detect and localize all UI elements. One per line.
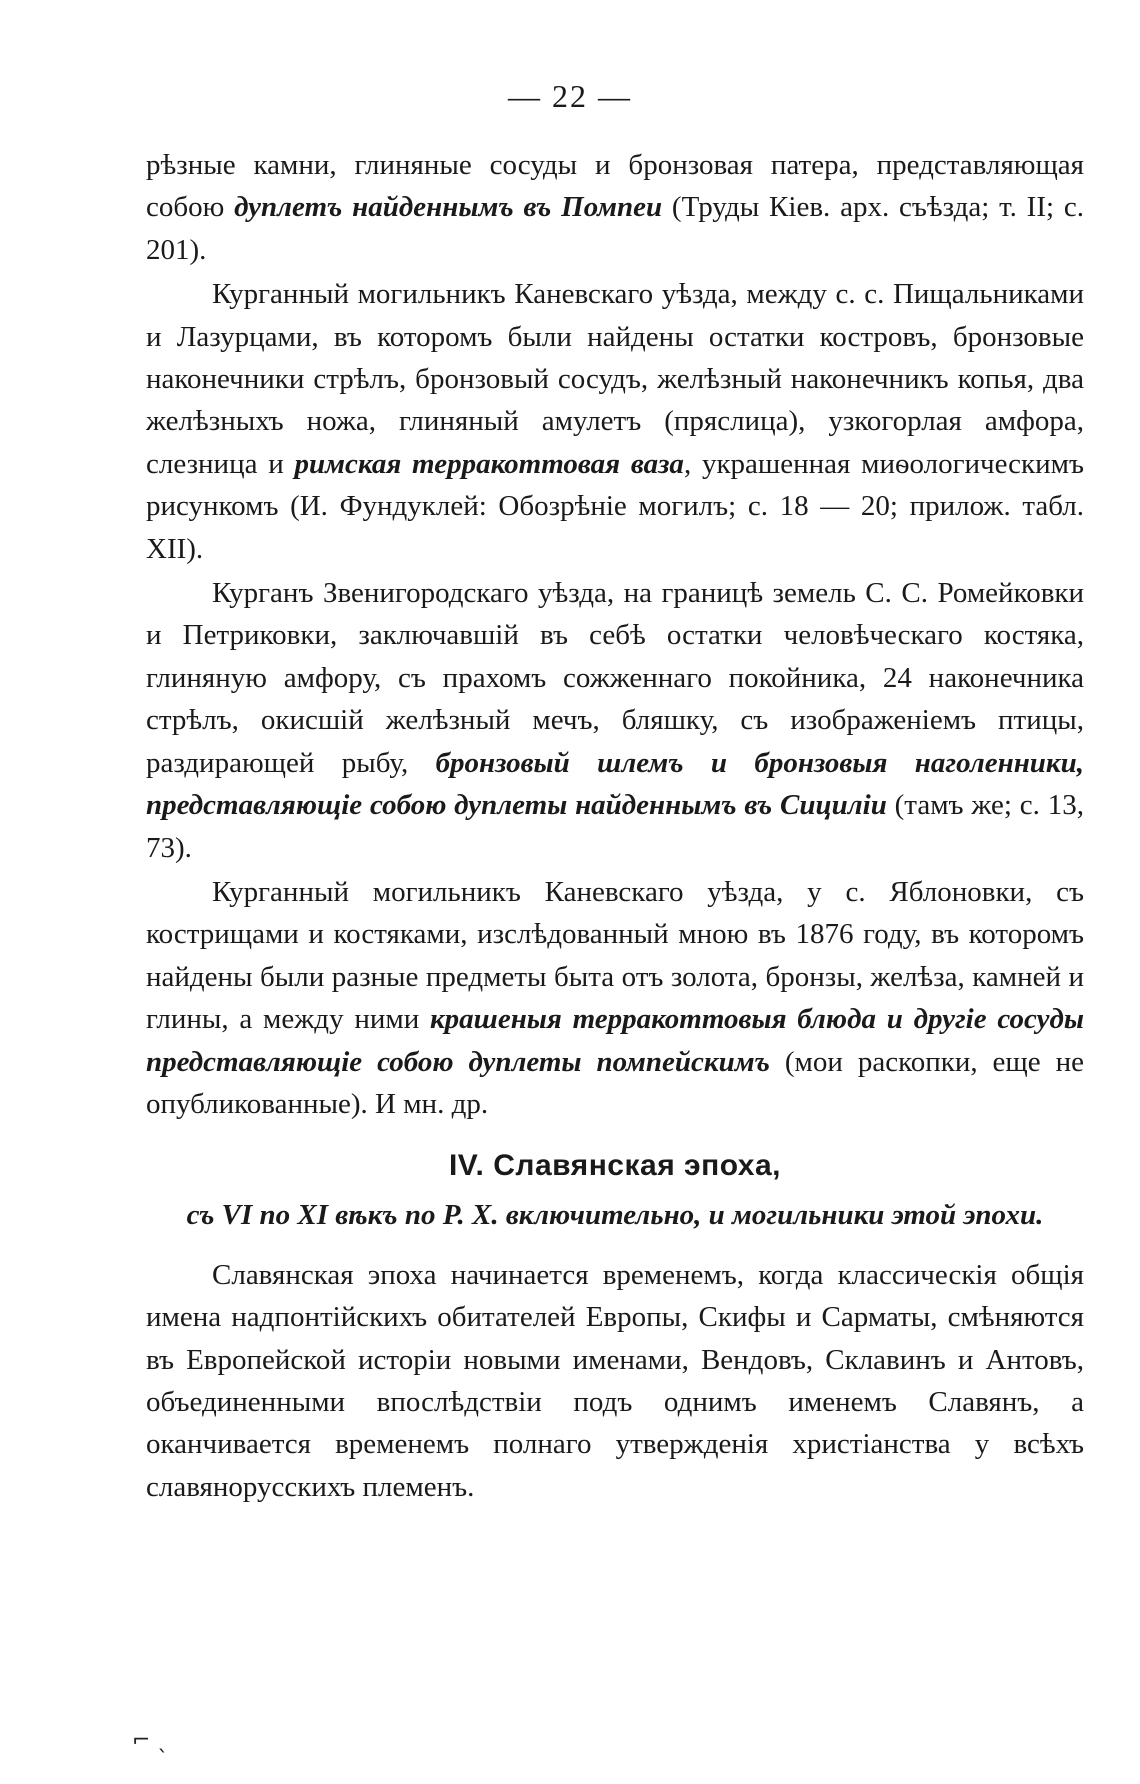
paragraph-3-text-b: (тамъ же; с. 13, 73). xyxy=(146,789,1084,864)
page-number: — 22 — xyxy=(508,78,632,114)
paragraph-4-emphasis: крашеныя терракоттовыя блюда и другіе сосуды представляющіе собою дуплеты помпейскимъ xyxy=(146,1003,1084,1078)
paragraph-3 xyxy=(146,572,1084,869)
section-heading: IV. Славянская эпоха, xyxy=(448,1149,782,1183)
paragraph-1-emphasis: дуплетъ найденнымъ въ Помпеи xyxy=(234,191,663,224)
paragraph-2-emphasis: римская терракоттовая ваза xyxy=(294,447,684,480)
paragraph-2-text-a: Курганный могильникъ Каневскаго уѣзда, между с. с. Пищальниками и Лазурцами, въ которомъ были найдены остатки костровъ, бронзовые наконечники стрѣлъ, бронзовый сосудъ, желѣзный наконечникъ копья, два желѣзныхъ ножа, глиняный амулетъ (пряслица), узкогорлая амфора, слезница и xyxy=(146,278,1084,480)
paragraph-1-text-a: рѣзные камни, глиняные сосуды и бронзовая патера, представляющая собою xyxy=(146,149,1084,224)
ink-blot-mark: ⌐ ˎ xyxy=(132,1728,169,1753)
paragraph-4-text-a: Курганный могильникъ Каневскаго уѣзда, у с. Яблоновки, съ кострищами и костяками, изслѣдованный мною въ 1876 году, въ которомъ найдены были разные предметы быта отъ золота, бронзы, желѣза, камней и глины, а между ними xyxy=(146,875,1084,1036)
paragraph-4 xyxy=(146,871,1084,1125)
section-subheading: съ VI по XI вѣкъ по Р. Х. включительно, и могильники этой эпохи. xyxy=(186,1198,1044,1231)
page-body xyxy=(146,144,1084,1510)
paragraph-2 xyxy=(146,273,1084,570)
paragraph-4-text-b: (мои раскопки, еще не опубликованные). И мн. др. xyxy=(146,1045,1084,1120)
paragraph-5: Славянская эпоха начинается временемъ, когда классическія общія имена надпонтійскихъ обитателей Европы, Скифы и Сарматы, смѣняются въ Европейской исторіи новыми именами, Вендовъ, Склавинъ и Антовъ, объединенными впослѣдствіи подъ однимъ именемъ Славянъ, а оканчивается временемъ полнаго утвержденія христіанства у всѣхъ славянорусскихъ племенъ. xyxy=(146,1258,1084,1503)
paragraph-1 xyxy=(146,144,1084,271)
paragraph-1-text-b: (Труды Кіев. арх. съѣзда; т. II; с. 201). xyxy=(146,191,1084,266)
paragraph-2-text-b: , украшенная миѳологическимъ рисункомъ (И. Фундуклей: Обозрѣніе могилъ; с. 18 — 20; прилож. табл. XII). xyxy=(146,447,1084,565)
paragraph-3-text-a: Курганъ Звенигородскаго уѣзда, на границѣ земель С. С. Ромейковки и Петриковки, заключавшій въ себѣ остатки человѣческаго костяка, глиняную амфору, съ прахомъ сожженнаго покойника, 24 наконечника стрѣлъ, окисшій желѣзный мечъ, бляшку, съ изображеніемъ птицы, раздирающей рыбу, xyxy=(146,577,1084,779)
paragraph-3-emphasis: бронзовый шлемъ и бронзовыя наголенники, представляющіе собою дуплеты найденнымъ въ Сициліи xyxy=(146,746,1085,822)
